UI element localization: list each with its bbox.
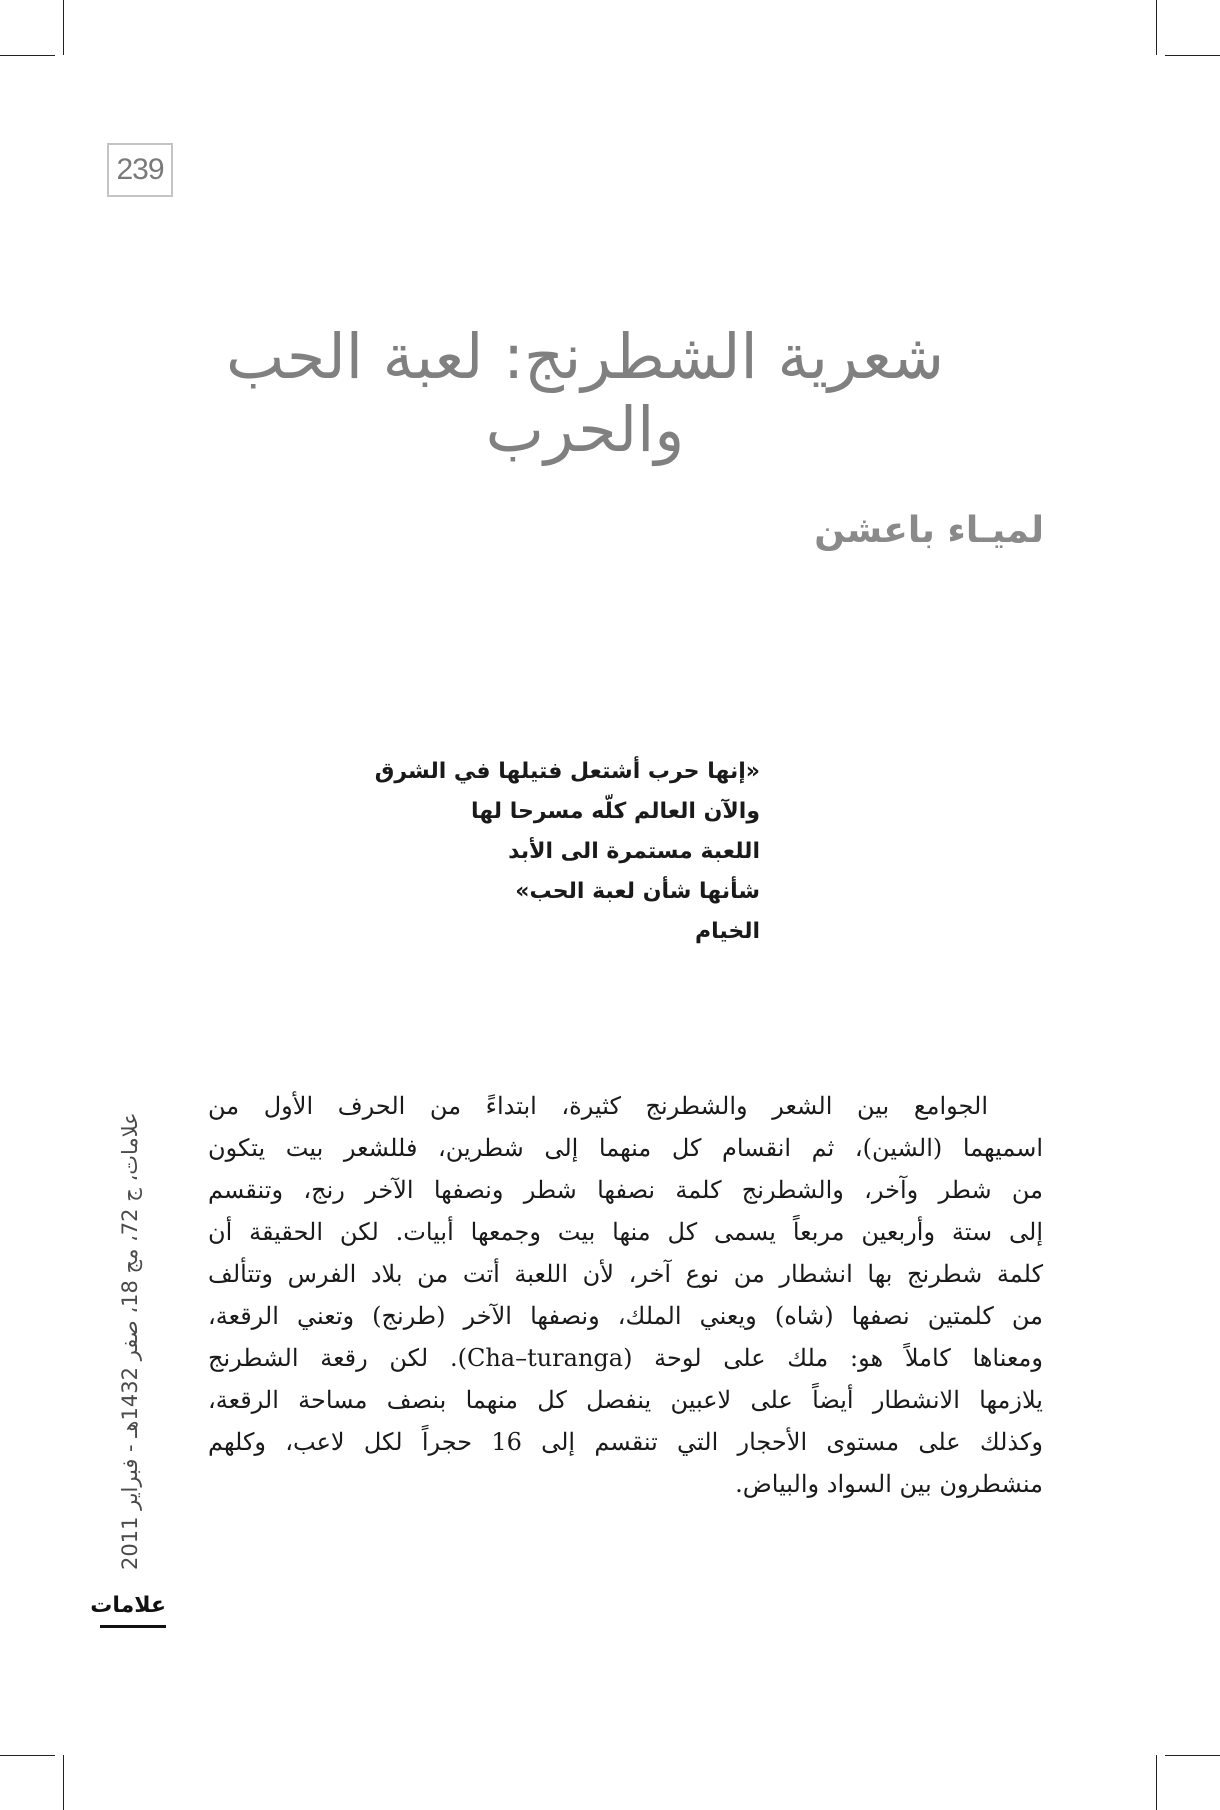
crop-mark-top-right — [1156, 0, 1157, 55]
body-line: منشطرون بين السواد والبياض. — [735, 1470, 1043, 1498]
journal-logo: علامات — [100, 1592, 166, 1628]
body-line: من شطر وآخر، والشطرنج كلمة نصفها شطر ونصفها الآخر رنج، وتنقسم — [208, 1176, 1043, 1204]
crop-mark-bottom-right-h — [1165, 1755, 1220, 1756]
body-line: وكذلك على مستوى الأحجار التي تنقسم إلى 16 حجراً لكل لاعب، وكلهم — [208, 1428, 1043, 1456]
article-title: شعرية الشطرنج: لعبة الحب والحرب — [225, 320, 945, 466]
body-line: من كلمتين نصفها (شاه) ويعني الملك، ونصفها الآخر (طرنج) وتعني الرقعة، — [208, 1302, 1044, 1330]
epigraph-attribution: الخيام — [694, 919, 760, 944]
body-line: إلى ستة وأربعين مربعاً يسمى كل منها بيت وجمعها أبيات. لكن الحقيقة أن — [208, 1218, 1043, 1246]
page-number: 239 — [107, 143, 173, 197]
journal-citation: علامات، ج 72، مج 18، صفر 1432هـ - فبراير 2011 — [118, 1112, 142, 1570]
body-line: ومعناها كاملاً هو: ملك على لوحة (Cha–turanga). لكن رقعة الشطرنج — [208, 1344, 1044, 1372]
body-paragraph — [208, 1085, 1043, 1505]
epigraph-line: شأنها شأن لعبة الحب» — [515, 879, 760, 904]
crop-mark-top-right-h — [1165, 55, 1220, 56]
crop-mark-top-left-h — [0, 55, 55, 56]
crop-mark-bottom-left — [63, 1755, 64, 1810]
crop-mark-top-left — [63, 0, 64, 55]
crop-mark-bottom-left-h — [0, 1755, 55, 1756]
epigraph-line: والآن العالم كلّه مسرحا لها — [471, 799, 760, 824]
epigraph-line: «إنها حرب أشتعل فتيلها في الشرق — [374, 759, 760, 784]
body-line: اسميهما (الشين)، ثم انقسام كل منهما إلى شطرين، فللشعر بيت يتكون — [208, 1134, 1043, 1162]
epigraph — [200, 752, 760, 952]
body-line: يلازمها الانشطار أيضاً على لاعبين ينفصل كل منهما بنصف مساحة الرقعة، — [208, 1386, 1043, 1414]
crop-mark-bottom-right — [1156, 1755, 1157, 1810]
article-author: لميـاء باعشن — [814, 510, 1044, 551]
body-line: كلمة شطرنج بها انشطار من نوع آخر، لأن اللعبة أتت من بلاد الفرس وتتألف — [208, 1260, 1043, 1288]
body-line: الجوامع بين الشعر والشطرنج كثيرة، ابتداءً من الحرف الأول من — [208, 1092, 988, 1120]
epigraph-line: اللعبة مستمرة الى الأبد — [508, 839, 760, 864]
